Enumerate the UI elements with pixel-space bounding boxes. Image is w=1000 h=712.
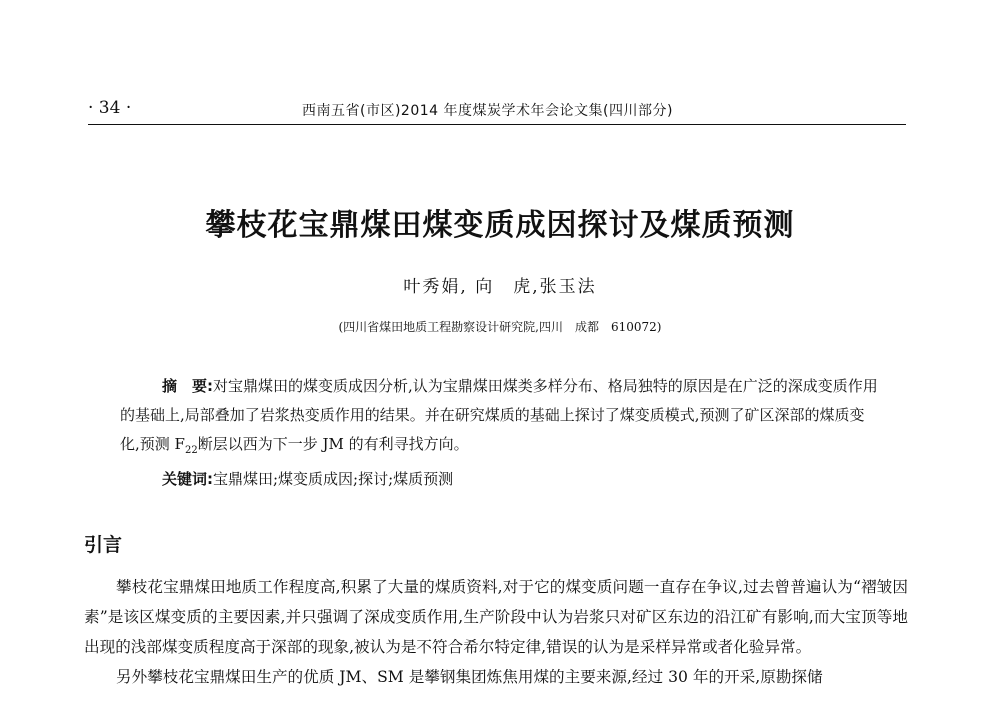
header-rule [88, 124, 906, 125]
section-heading-intro: 引言 [84, 534, 123, 556]
page-number: · 34 · [88, 98, 132, 118]
authors: 叶秀娟, 向 虎,张玉法 [403, 277, 597, 297]
body-paragraph-1: 攀枝花宝鼎煤田地质工作程度高,积累了大量的煤质资料,对于它的煤变质问题一直存在争议,过去曾普遍认为“褶皱因素”是该区煤变质的主要因素,并只强调了深成变质作用,生产阶段中认为岩浆只对矿区东边的沿江矿有影响,而大宝顶等地出现的浅部煤变质程度高于深部的现象,被认为是不符合希尔特定律,错误的认为是采样异常或者化验异常。 [84, 578, 908, 656]
abstract-text-part1: 对宝鼎煤田的煤变质成因分析,认为宝鼎煤田煤类多样分布、格局独特的原因是在广泛的深成变质作用的基础上,局部叠加了岩浆热变质作用的结果。并在研究煤质的基础上探讨了煤变质模式,预测了矿区深部的煤质变化,预测 F [120, 377, 878, 453]
running-head: 西南五省(市区)2014 年度煤炭学术年会论文集(四川部分) [302, 103, 673, 119]
page-header [88, 96, 906, 128]
body-text [84, 572, 908, 692]
affiliation: (四川省煤田地质工程勘察设计研究院,四川 成都 610072) [338, 320, 662, 334]
abstract-paragraph [120, 372, 880, 465]
keywords [162, 465, 880, 494]
abstract [120, 372, 880, 494]
paper-title: 攀枝花宝鼎煤田煤变质成因探讨及煤质预测 [205, 208, 795, 243]
body-paragraph-2: 另外攀枝花宝鼎煤田生产的优质 JM、SM 是攀钢集团炼焦用煤的主要来源,经过 30 年的开采,原勘探储 [116, 668, 823, 686]
abstract-subscript: 22 [184, 445, 198, 456]
abstract-text-part2: 断层以西为下一步 JM 的有利寻找方向。 [197, 435, 469, 453]
abstract-label: 摘 要: [162, 377, 213, 395]
keywords-label: 关键词: [162, 470, 213, 488]
keywords-text: 宝鼎煤田;煤变质成因;探讨;煤质预测 [213, 470, 454, 488]
